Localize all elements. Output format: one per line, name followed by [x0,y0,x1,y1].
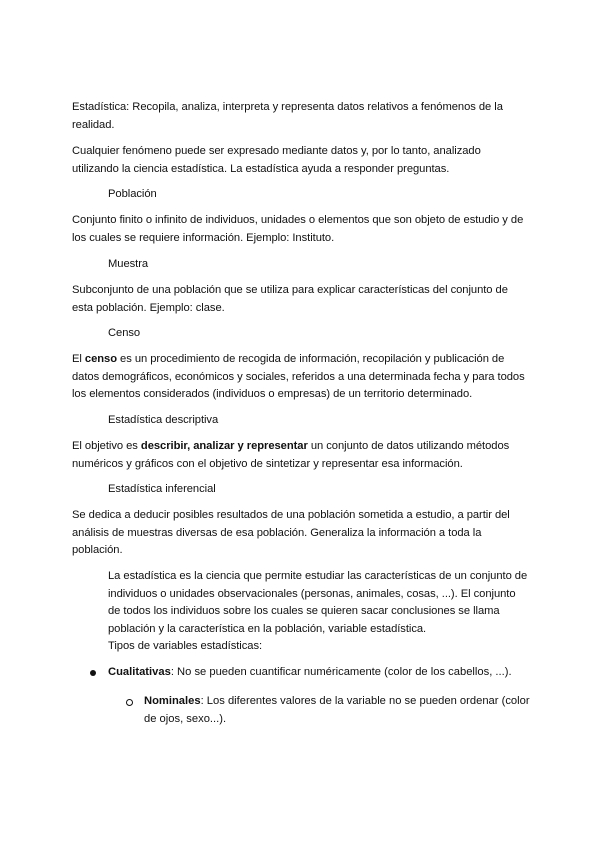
nominales-term: Nominales [144,695,201,707]
poblacion-text: Conjunto finito o infinito de individuos, unidades o elementos que son objeto de estudio y de los cuales se requiere información. Ejemplo: Instituto. [72,214,524,244]
cualitativas-desc: : No se pueden cuantificar numéricamente (color de los cabellos, ...). [170,666,512,678]
heading-estadistica-inferencial: Estadística inferencial [108,483,216,495]
heading-poblacion: Población [108,188,157,200]
intro-definition: Estadística: Recopila, analiza, interpreta y representa datos relativos a fenómenos de la realidad. [72,101,503,131]
cualitativas-text [108,664,528,682]
censo-text [72,351,528,404]
censo-text-post: es un procedimiento de recogida de información, recopilación y publicación de datos demográficos, económicos y sociales, referidos a una determinada fecha y para todos los elementos considerados (individuos o empresas) de un territorio determinado. [72,353,525,400]
censo-text-pre: El [72,353,85,365]
cualitativas-term: Cualitativas [108,666,171,678]
heading-estadistica-descriptiva: Estadística descriptiva [108,414,219,426]
intro-paragraph: Cualquier fenómeno puede ser expresado mediante datos y, por lo tanto, analizado utilizando la ciencia estadística. La estadística ayuda a responder preguntas. [72,145,481,175]
descriptiva-text-pre: El objetivo es [72,440,141,452]
definicion-estadistica: La estadística es la ciencia que permite estudiar las características de un conjunto de individuos o unidades observacionales (personas, animales, cosas, ...). El conjunto de todos los individuos sobre los cuales se quieren sacar conclusiones se llama población y la característica en la población, variable estadística. [108,570,528,635]
nominales-desc: : Los diferentes valores de la variable no se pueden ordenar (color de ojos, sexo...). [144,695,530,725]
bullet-circle-icon [126,699,133,706]
bullet-dot-icon [90,670,96,676]
descriptiva-text-post: un conjunto de datos utilizando métodos numéricos y gráficos con el objetivo de sintetizar y representar esa información. [72,440,510,470]
descriptiva-bold-terms: describir, analizar y representar [140,440,308,452]
descriptiva-text [72,438,528,473]
tipos-variables-heading: Tipos de variables estadísticas: [108,640,263,652]
nominales-text [144,693,530,728]
heading-censo: Censo [108,327,141,339]
heading-muestra: Muestra [108,258,149,270]
censo-term: censo [84,353,117,365]
inferencial-text: Se dedica a deducir posibles resultados de una población sometida a estudio, a partir del análisis de muestras diversas de esa población. Generaliza la información a toda la población. [72,509,510,556]
muestra-text: Subconjunto de una población que se utiliza para explicar características del conjunto de esta población. Ejemplo: clase. [72,284,508,314]
